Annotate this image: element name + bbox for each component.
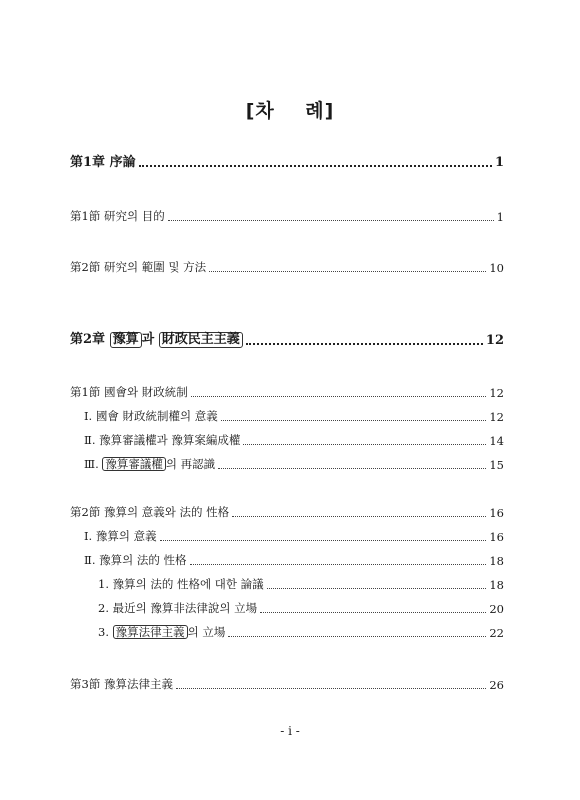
dot-leader (243, 444, 486, 445)
dot-leader (260, 612, 486, 613)
toc-label: 2. 最近의 豫算非法律說의 立場 (98, 601, 258, 615)
handwritten-circle-mark: 豫算審議權 (102, 457, 166, 471)
toc-section-1-2[interactable] (70, 257, 504, 275)
dot-leader (168, 220, 494, 221)
dot-leader (221, 420, 487, 421)
dot-leader (228, 636, 486, 637)
dot-leader (209, 271, 486, 272)
toc-chapter-1[interactable] (70, 152, 504, 170)
toc-subsection-2-2-1[interactable] (84, 526, 504, 544)
toc-label: 第1節 國會와 財政統制 (70, 385, 188, 399)
label-text: Ⅲ. (84, 457, 103, 471)
handwritten-circle-mark: 豫算 (110, 332, 142, 348)
toc-subsection-2-1-2[interactable] (84, 430, 504, 448)
toc-page-number: 12 (489, 410, 504, 424)
toc-label: 第3節 豫算法律主義 (70, 677, 173, 691)
toc-label: Ⅰ. 國會 財政統制權의 意義 (84, 409, 218, 423)
dot-leader (191, 396, 487, 397)
dot-leader (176, 688, 486, 689)
toc-label (70, 328, 243, 348)
toc-label: Ⅱ. 豫算의 法的 性格 (84, 553, 187, 567)
toc-label: 第1節 研究의 目的 (70, 209, 165, 223)
toc-page-number: 22 (489, 626, 504, 640)
toc-page-number: 1 (494, 155, 504, 170)
dot-leader (232, 516, 486, 517)
toc-page-number: 14 (489, 434, 504, 448)
toc-item-2-2-2-2[interactable] (98, 598, 504, 616)
toc-section-2-2[interactable] (70, 502, 504, 520)
toc-section-2-1[interactable] (70, 382, 504, 400)
label-text: 의 立場 (187, 625, 226, 639)
dot-leader (190, 564, 487, 565)
toc-chapter-2[interactable] (70, 330, 504, 348)
label-text: 의 再認識 (165, 457, 216, 471)
toc-item-2-2-2-1[interactable] (98, 574, 504, 592)
toc-page-number: 18 (489, 554, 504, 568)
handwritten-circle-mark: 財政民主主義 (159, 332, 243, 348)
toc-label (98, 624, 225, 640)
label-text: 과 (141, 332, 159, 348)
toc-section-1-1[interactable] (70, 206, 504, 224)
toc-label (84, 456, 215, 472)
toc-page-number: 1 (496, 210, 504, 224)
toc-page-number: 12 (489, 386, 504, 400)
toc-item-2-2-2-3[interactable] (98, 622, 504, 640)
toc-subsection-2-2-2[interactable] (84, 550, 504, 568)
toc-label: Ⅱ. 豫算審議權과 豫算案編成權 (84, 433, 241, 447)
toc-label: Ⅰ. 豫算의 意義 (84, 529, 157, 543)
toc-label: 1. 豫算의 法的 性格에 대한 論議 (98, 577, 264, 591)
dot-leader (139, 165, 492, 167)
toc-page-number: 15 (489, 458, 504, 472)
toc-page-number: 18 (489, 578, 504, 592)
toc-page-number: 10 (489, 261, 504, 275)
label-text: 3. (98, 625, 113, 639)
dot-leader (160, 540, 487, 541)
chapter-number: 第2章 (70, 332, 110, 348)
toc-page-number: 12 (485, 333, 504, 348)
page-title: [차 례] (245, 100, 335, 122)
dot-leader (218, 468, 486, 469)
toc-subsection-2-1-3[interactable] (84, 454, 504, 472)
toc-subsection-2-1-1[interactable] (84, 406, 504, 424)
toc-page-number: 20 (489, 602, 504, 616)
dot-leader (267, 588, 487, 589)
toc-page-number: 16 (489, 506, 504, 520)
dot-leader (246, 343, 483, 345)
handwritten-circle-mark: 豫算法律主義 (113, 625, 188, 639)
toc-page-number: 16 (489, 530, 504, 544)
toc-label: 第2節 豫算의 意義와 法的 性格 (70, 505, 230, 519)
toc-section-2-3[interactable] (70, 674, 504, 692)
page-footer-number: - i - (280, 724, 300, 738)
toc-page-number: 26 (489, 678, 504, 692)
toc-label: 第2節 研究의 範圍 및 方法 (70, 260, 207, 274)
toc-label: 第1章 序論 (70, 155, 136, 170)
